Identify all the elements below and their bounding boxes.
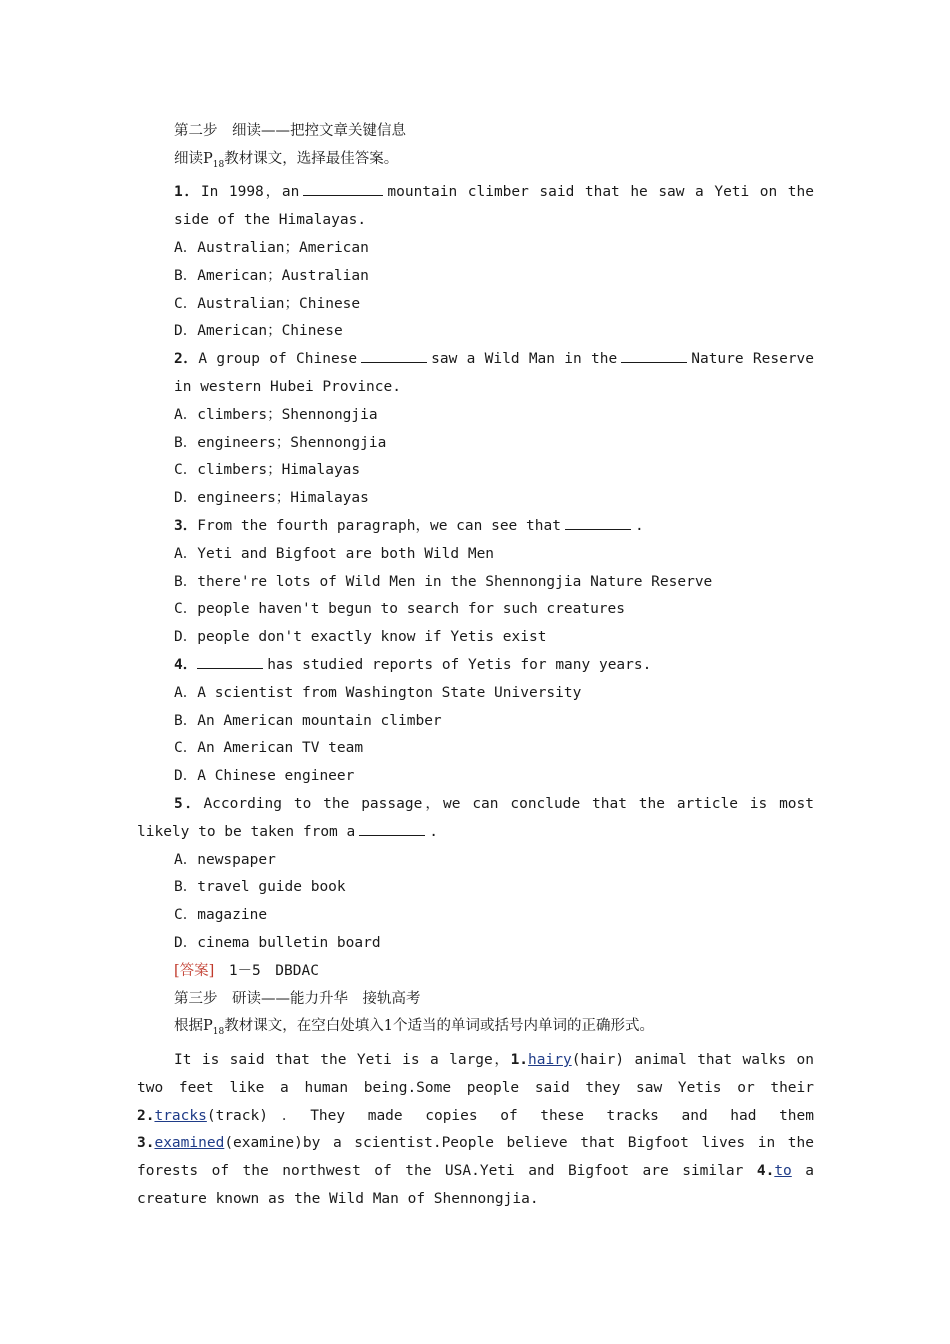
option[interactable]: D．people don't exactly know if Yetis exist [174,629,547,646]
option[interactable]: B．engineers；Shennongjia [174,434,387,451]
answer-key [137,958,814,986]
step2-title: 第二步 细读——把控文章关键信息 [174,123,406,139]
option[interactable]: A．A scientist from Washington State University [174,684,582,701]
option[interactable]: D．A Chinese engineer [174,768,355,785]
option[interactable]: B．American；Australian [174,267,369,284]
answer-blank[interactable] [197,653,263,669]
option[interactable]: B．there're lots of Wild Men in the Shennongjia Nature Reserve [174,573,713,590]
step2-instruction: 细读$P_{18}$教材课文，选择最佳答案。 [174,150,399,170]
option[interactable]: C．Australian；Chinese [174,295,361,312]
question-number: 5． [174,796,204,813]
question-number: 2． [174,351,199,368]
question-2: 2．A group of Chinese saw a Wild Man in the Nature Reserve in western Hubei Province. [137,346,814,402]
option[interactable]: C．An American TV team [174,740,364,757]
option[interactable]: A．newspaper [174,851,276,868]
question-number: 1． [174,184,201,201]
worksheet-page [137,118,823,1214]
cloze-passage: It is said that the Yeti is a large，1.hairy(hair) animal that walks on two feet like a human being.Some people said they saw Yetis or their 2.tracks(track)．They made copies of these tracks and had them 3.examined(examine)by a scientist.People believe that Bigfoot lives in the forests of the northwest of the USA.Yeti and Bigfoot are similar 4.to a creature known as the Wild Man of Shennongjia. [137,1052,815,1208]
option[interactable]: C．magazine [174,907,268,924]
step3-instruction: 根据$P_{18}$教材课文，在空白处填入1个适当的单词或括号内单词的正确形式。 [174,1018,654,1038]
cloze-answer-1[interactable]: hairy [528,1052,572,1069]
question-3: 3．From the fourth paragraph，we can see that . [137,513,814,541]
answer-blank[interactable] [359,820,425,836]
cloze-answer-3[interactable]: examined [154,1135,225,1152]
option[interactable]: A．Australian；American [174,240,369,257]
answer-blank[interactable] [303,180,383,196]
question-5: 5．According to the passage，we can conclude that the article is most likely to be taken from a . [137,796,823,840]
question-number: 4． [174,657,198,674]
question-number: 3． [174,518,198,535]
option[interactable]: B．travel guide book [174,879,346,896]
option[interactable]: A．Yeti and Bigfoot are both Wild Men [174,545,495,562]
answer-tag: [答案] [174,962,215,979]
question-1: 1．In 1998，an mountain climber said that he saw a Yeti on the side of the Himalayas. [137,179,814,235]
option[interactable]: A．climbers；Shennongjia [174,406,378,423]
option[interactable]: B．An American mountain climber [174,712,442,729]
answer-blank[interactable] [565,514,631,530]
option[interactable]: C．people haven't begun to search for such creatures [174,601,625,618]
option[interactable]: C．climbers；Himalayas [174,462,361,479]
question-4: 4． has studied reports of Yetis for many years. [137,652,814,680]
answer-blank[interactable] [361,347,427,363]
cloze-answer-4[interactable]: to [774,1163,792,1180]
step3-title: 第三步 研读——能力升华 接轨高考 [174,990,421,1007]
option[interactable]: D．engineers；Himalayas [174,490,369,507]
option[interactable]: D．cinema bulletin board [174,935,381,951]
option[interactable]: D．American；Chinese [174,323,343,340]
answer-blank[interactable] [621,347,687,363]
cloze-answer-2[interactable]: tracks [154,1107,207,1124]
answer-text: 1－5 DBDAC [228,962,319,979]
